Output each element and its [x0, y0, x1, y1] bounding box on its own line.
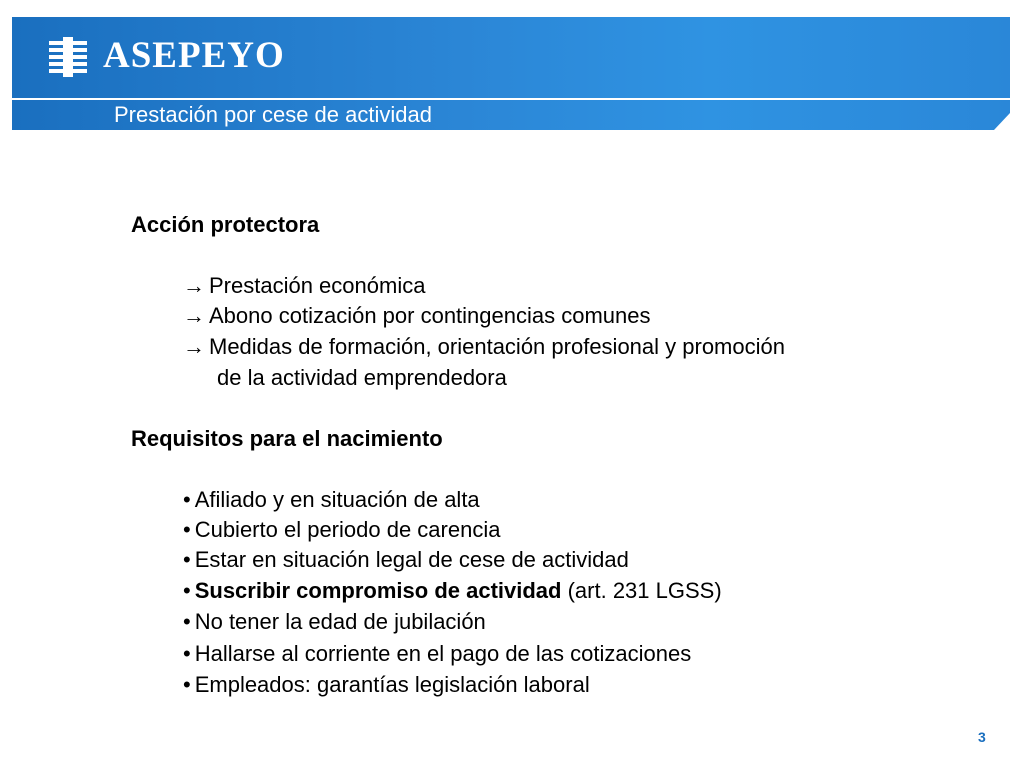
- slide-subtitle: Prestación por cese de actividad: [114, 102, 432, 127]
- list-item: [183, 516, 500, 544]
- list-item-continuation: de la actividad emprendedora: [217, 365, 507, 390]
- banner-corner-notch: [994, 113, 1010, 130]
- bullet-icon: •: [183, 672, 191, 697]
- bullet-icon: •: [183, 517, 191, 542]
- list-item: [183, 333, 785, 361]
- list-item-text: Afiliado y en situación de alta: [194, 487, 480, 512]
- list-item: [183, 272, 425, 300]
- asepeyo-cross-logo-icon: [49, 37, 87, 77]
- bullet-icon: •: [183, 487, 191, 512]
- section-heading-requisitos: Requisitos para el nacimiento: [131, 426, 443, 451]
- banner-divider: [12, 98, 1010, 100]
- list-item-text: No tener la edad de jubilación: [194, 609, 486, 634]
- bullet-icon: •: [183, 547, 191, 572]
- list-item: [183, 671, 590, 699]
- list-item-text: Medidas de formación, orientación profesional y promoción: [209, 334, 785, 359]
- list-item: [183, 302, 651, 330]
- list-item: [183, 577, 722, 605]
- list-item-text: Abono cotización por contingencias comunes: [209, 303, 651, 328]
- arrow-right-icon: →: [183, 273, 205, 298]
- bullet-icon: •: [183, 578, 191, 603]
- bullet-icon: •: [183, 609, 191, 634]
- arrow-right-icon: →: [183, 303, 205, 328]
- list-item-text: Empleados: garantías legislación laboral: [194, 672, 590, 697]
- section-heading-accion-protectora: Acción protectora: [131, 212, 320, 237]
- list-item: [183, 486, 480, 514]
- page-number: 3: [978, 729, 986, 745]
- brand-name: ASEPEYO: [103, 35, 285, 76]
- list-item-text: Cubierto el periodo de carencia: [194, 517, 501, 542]
- list-item: [183, 608, 486, 636]
- list-item: [183, 640, 691, 668]
- list-item-text: (art. 231 LGSS): [561, 578, 722, 603]
- list-item-text-bold: Suscribir compromiso de actividad: [194, 578, 562, 603]
- list-item-text: Prestación económica: [209, 273, 426, 298]
- list-item-text: Estar en situación legal de cese de actividad: [194, 547, 629, 572]
- list-item-text: Hallarse al corriente en el pago de las cotizaciones: [194, 641, 692, 666]
- arrow-right-icon: →: [183, 334, 205, 359]
- bullet-icon: •: [183, 641, 191, 666]
- list-item: [183, 546, 629, 574]
